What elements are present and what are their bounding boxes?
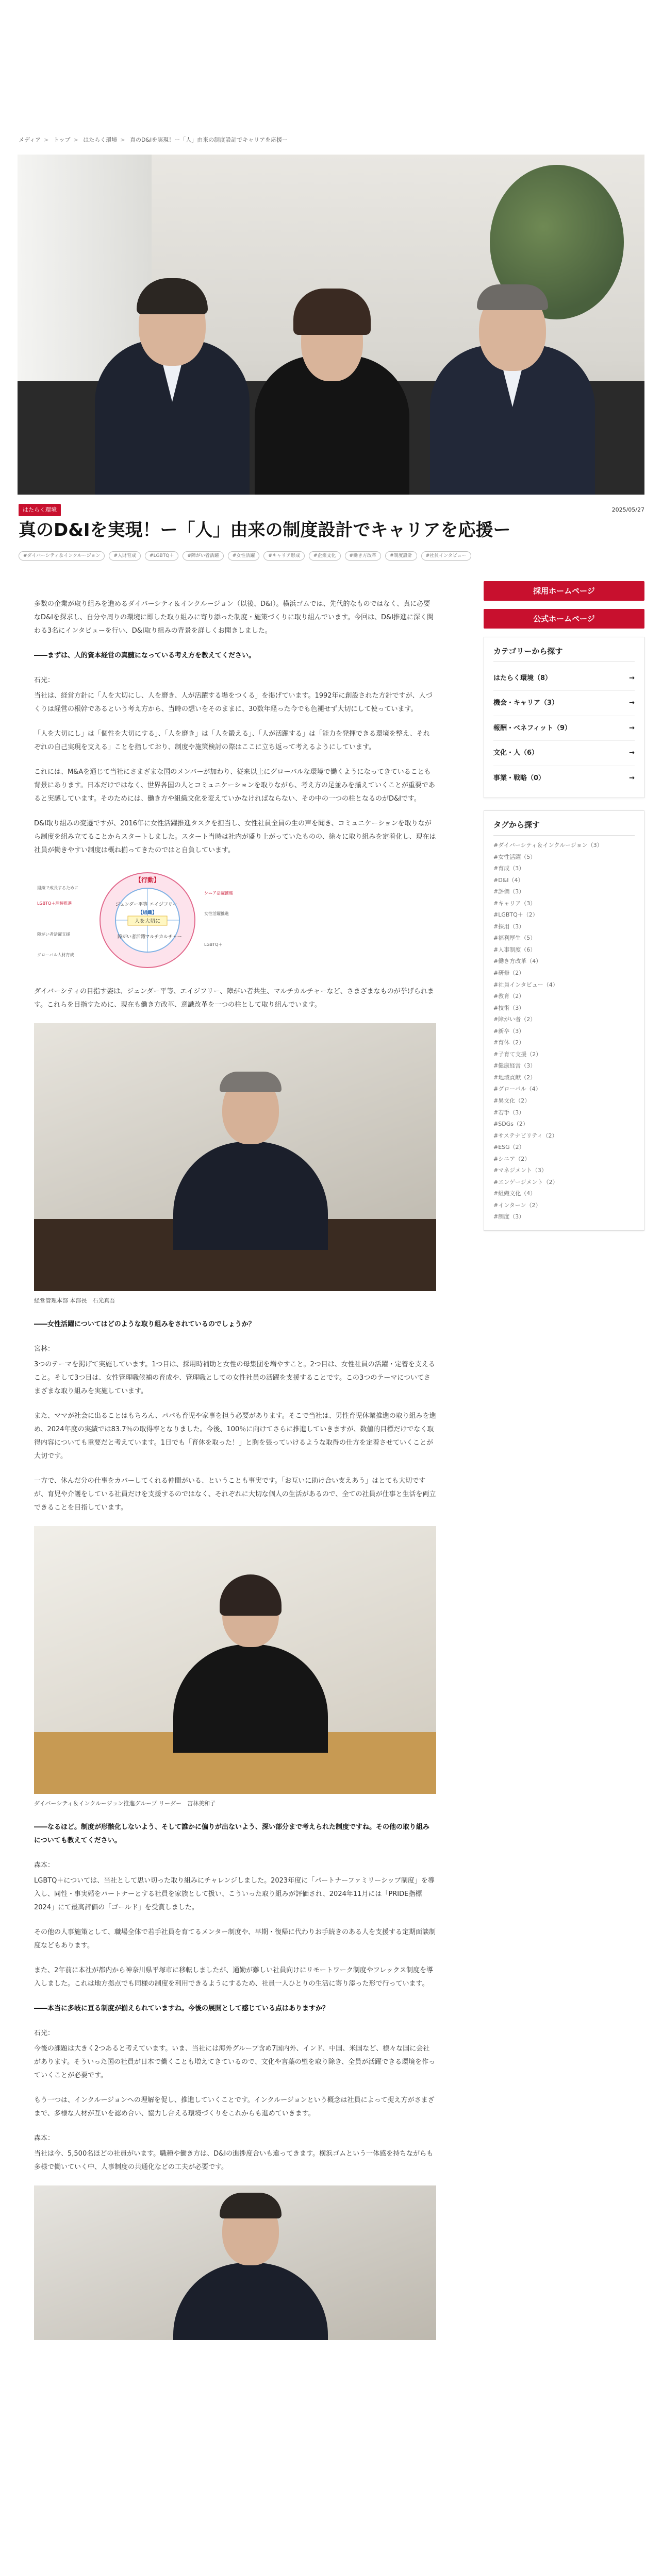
question-heading: ――本当に多岐に亘る制度が揃えられていますね。今後の展開として感じている点はありますか？ xyxy=(34,2005,329,2012)
breadcrumb-current: 真のD&Iを実現！ー「人」由来の制度設計でキャリアを応援ー xyxy=(129,137,288,143)
paragraph: これには、M&Aを通じて当社にさまざまな国のメンバーが加わり、従来以上にグローバルな環境で働くようになってきていることも背景にあります。日本だけではなく、世界各国の人とコミュニケーションを取りながら、考え方の足並みを揃えていくことが重要であると実感しています。そのためには、働き方や組織文化を変えていかなければならない、その中の一つの柱となるのがD&Iです。 xyxy=(34,768,435,803)
post-tag[interactable]: #制度設計 xyxy=(385,551,417,561)
diagram-top-label: 【行動】 xyxy=(135,876,160,884)
sidebar-tag[interactable]: #異文化（2） xyxy=(493,1097,531,1104)
category-box-title: カテゴリーから探す xyxy=(493,645,635,662)
sidebar-tag[interactable]: #グローバル（4） xyxy=(493,1086,541,1093)
diagram-left-3: 障がい者活躍支援 xyxy=(37,932,70,937)
sidebar-tag[interactable]: #制度（3） xyxy=(493,1213,525,1221)
sidebar-tag[interactable]: #キャリア（3） xyxy=(493,900,536,907)
post-tag[interactable]: #ダイバーシティ＆インクルージョン xyxy=(19,551,105,561)
post-tag[interactable]: #キャリア形成 xyxy=(263,551,305,561)
sidebar-tag[interactable]: #健康経営（3） xyxy=(493,1062,536,1070)
sidebar-tag[interactable]: #インターン（2） xyxy=(493,1201,541,1209)
tag-list xyxy=(493,840,635,1223)
sidebar-tag[interactable]: #採用（3） xyxy=(493,923,525,930)
breadcrumb: メディア > トップ > はたらく環境 > 真のD&Iを実現！ー「人」由来の制度設計でキャリアを応援ー xyxy=(19,137,288,143)
sidebar-tag[interactable]: #新卒（3） xyxy=(493,1027,525,1035)
speaker-label: 石光： xyxy=(34,676,55,684)
sidebar-tag[interactable]: #エンゲージメント（2） xyxy=(493,1178,558,1185)
post-date: 2025/05/27 xyxy=(611,506,644,513)
paragraph: 「人を大切にし」は「個性を大切にする」、「人を磨き」は「人を鍛える」、「人が活躍する」は「能力を発揮できる環境を整え、それぞれの自己実現を支える」ことを指しており、制度や施策検討の際はここに立ち返って考えるようにしています。 xyxy=(34,730,430,751)
sidebar-tag[interactable]: #働き方改革（4） xyxy=(493,958,542,965)
diagram-label-a: ジェンダー平等 xyxy=(115,902,148,907)
tag-box xyxy=(484,810,644,1231)
diagram-label-d: マルチカルチャー xyxy=(145,935,182,940)
interview-photo-morimoto xyxy=(34,2185,436,2340)
top-spacer xyxy=(0,0,662,133)
interview-photo-miyabayashi xyxy=(34,1526,436,1794)
speaker-label: 森本： xyxy=(34,1861,55,1869)
breadcrumb-media[interactable]: メディア xyxy=(19,137,41,143)
category-item[interactable]: 機会・キャリア（3） → xyxy=(493,691,635,716)
sidebar-tag[interactable]: #研修（2） xyxy=(493,969,525,976)
sidebar-tag[interactable]: #評価（3） xyxy=(493,888,525,895)
question-heading: ――なるほど。制度が形骸化しないよう、そして誰かに偏りが出ないよう、深い部分まで考えられた制度ですね。その他の取り組みについても教えてください。 xyxy=(34,1823,430,1844)
diagram-mid-label: 【組織】 xyxy=(138,910,157,916)
category-item[interactable]: 事業・戦略（0） → xyxy=(493,766,635,790)
sidebar-tag[interactable]: #サステナビリティ（2） xyxy=(493,1132,558,1139)
di-concept-diagram xyxy=(34,869,261,972)
question-heading: ――まずは、人的資本経営の真髄になっている考え方を教えてください。 xyxy=(34,652,256,659)
post-tag[interactable]: #企業文化 xyxy=(309,551,341,561)
intro-paragraph: 多数の企業が取り組みを進めるダイバーシティ＆インクルージョン（以後、D&I）。横浜ゴムでは、先代的なものではなく、真に必要なD&Iを探求し、自分や周りの環境に即した取り組みに寄り添った制度・施策づくりに取り組んでいます。今回は、D&I推進に深く関わる3名にインタビューを行い、D&I取り組みの背景を詳しくお聞きしました。 xyxy=(34,600,434,635)
breadcrumb-category[interactable]: はたらく環境 xyxy=(83,137,118,143)
sidebar-tag[interactable]: #技術（3） xyxy=(493,1004,525,1011)
category-badge[interactable]: はたらく環境 xyxy=(19,504,61,516)
post-tag[interactable]: #障がい者活躍 xyxy=(183,551,224,561)
question-heading: ――女性活躍についてはどのような取り組みをされているのでしょうか？ xyxy=(34,1320,255,1328)
diagram-right-3: LGBTQ＋ xyxy=(204,942,223,947)
category-item[interactable]: 文化・人（6） → xyxy=(493,741,635,766)
diagram-right-1: シニア活躍推進 xyxy=(204,891,233,895)
sidebar-tag[interactable]: #マネジメント（3） xyxy=(493,1167,547,1174)
sidebar-tag[interactable]: #女性活躍（5） xyxy=(493,853,536,860)
category-box xyxy=(484,637,644,798)
diagram-center-label: 人を大切に xyxy=(135,919,160,924)
paragraph: 当社は、経営方針に「人を大切にし、人を磨き、人が活躍する場をつくる」を掲げています。1992年に創設された方針ですが、人づくりは経営の根幹であるという考え方から、当時の想いをそのままに、30数年経った今でも色褪せず大切にして使っています。 xyxy=(34,692,433,713)
arrow-right-icon: → xyxy=(629,724,635,732)
sidebar-tag[interactable]: #福利厚生（5） xyxy=(493,935,536,942)
diagram-right-2: 女性活躍推進 xyxy=(204,911,229,916)
sidebar-tag[interactable]: #組織文化（4） xyxy=(493,1190,536,1197)
paragraph: また、2年前に本社が都内から神奈川県平塚市に移転しましたが、通勤が難しい社員向けにリモートワーク制度やフレックス制度を導入しました。これは地方拠点でも同様の制度を利用できるようにするため、社員一人ひとりの生活に寄り添った形で行っています。 xyxy=(34,1967,433,1988)
paragraph: また、ママが社会に出ることはもちろん、パパも育児や家事を担う必要があります。そこで当社は、男性育児休業推進の取り組みを進め、2024年度の実績では83.7％の取得率となりました。今後、100％に向けてさらに推進していきますが、数値的目標だけでなく取得内容についても重要だと考えています。1日でも「育休を取った！」と胸を張っていけるような取得の仕方を定着させていくことが大切です。 xyxy=(34,1412,436,1460)
post-tag[interactable]: #働き方改革 xyxy=(345,551,382,561)
diagram-label-c: 障がい者活躍 xyxy=(117,935,146,940)
page-title: 真のD&Iを実現！ー「人」由来の制度設計でキャリアを応援ー xyxy=(19,520,511,540)
diagram-left-1: 組織で成長するために xyxy=(37,886,78,890)
speaker-label: 宮林： xyxy=(34,1345,55,1353)
sidebar-tag[interactable]: #人事制度（6） xyxy=(493,946,536,953)
category-item[interactable]: 報酬・ベネフィット（9） → xyxy=(493,716,635,741)
recruit-site-button[interactable]: 採用ホームページ xyxy=(484,581,644,601)
sidebar-tag[interactable]: #教育（2） xyxy=(493,993,525,1000)
sidebar-tag[interactable]: #ダイバーシティ＆インクルージョン（3） xyxy=(493,841,603,849)
sidebar-tag[interactable]: #シニア（2） xyxy=(493,1155,531,1162)
breadcrumb-top[interactable]: トップ xyxy=(53,137,71,143)
arrow-right-icon: → xyxy=(629,749,635,757)
post-tag[interactable]: #社員インタビュー xyxy=(421,551,471,561)
paragraph: LGBTQ＋については、当社として思い切った取り組みにチャレンジしました。2023年度に「パートナーファミリーシップ制度」を導入し、同性・事実婚をパートナーとする社員を家族として扱い、こういった取り組みが評価され、2024年11月には「PRIDE指標2024」にて最高評価の「ゴールド」を受賞しました。 xyxy=(34,1877,435,1911)
sidebar-tag[interactable]: #SDGs（2） xyxy=(493,1121,528,1128)
paragraph: 一方で、休んだ分の仕事をカバーしてくれる仲間がいる、ということも事実です。「お互いに助け合い支えあう」はとても大切ですが、育児や介護をしている社員だけを支援するのではなく、それぞれに大切な個人の生活があるので、全ての社員が仕事と生活を両立できることを目指しています。 xyxy=(34,1477,436,1512)
arrow-right-icon: → xyxy=(629,774,635,782)
sidebar-tag[interactable]: #LGBTQ＋（2） xyxy=(493,911,538,919)
post-tag[interactable]: #LGBTQ＋ xyxy=(145,551,178,561)
photo-caption: ダイバーシティ＆インクルージョン推進グループ リーダー 宮林美和子 xyxy=(34,1800,216,1807)
paragraph: 3つのテーマを掲げて実施しています。1つ目は、採用時補助と女性の母集団を増やすこと。2つ目は、女性社員の活躍・定着を支えること。そして3つ目は、女性管理職候補の育成や、管理職としての女性社員の活躍を支援することです。この3つのテーマについてさまざまな取り組みを実施しています。 xyxy=(34,1361,435,1395)
diagram-label-b: エイジフリー xyxy=(150,902,177,907)
post-tags xyxy=(19,551,642,561)
official-site-button[interactable]: 公式ホームページ xyxy=(484,609,644,629)
arrow-right-icon: → xyxy=(629,699,635,707)
arrow-right-icon: → xyxy=(629,674,635,682)
paragraph: もう一つは、インクルージョンへの理解を促し、推進していくことです。インクルージョンという概念は社員によって捉え方がさまざまで、多様な人材が互いを認め合い、協力し合える環境づくりをこれからも進めていきます。 xyxy=(34,2096,435,2117)
diagram-left-2: LGBTQ＋理解推進 xyxy=(37,901,72,906)
sidebar-tag[interactable]: #障がい者（2） xyxy=(493,1016,536,1023)
sidebar-tag[interactable]: #育成（3） xyxy=(493,865,525,872)
paragraph: ダイバーシティの目指す姿は、ジェンダー平等、エイジフリー、障がい者共生、マルチカルチャーなど、さまざまなものが挙げられます。これらを目指すために、現在も働き方改革、意識改革を一つの柱として取り組んでいます。 xyxy=(34,988,434,1009)
article-body xyxy=(34,598,436,2344)
speaker-label: 森本： xyxy=(34,2134,55,2142)
category-item[interactable]: はたらく環境（8） → xyxy=(493,666,635,691)
sidebar-tag[interactable]: #ESG（2） xyxy=(493,1144,525,1151)
sidebar-tag[interactable]: #D&I（4） xyxy=(493,876,524,884)
tag-box-title: タグから探す xyxy=(493,818,635,836)
hero-image xyxy=(18,155,644,495)
sidebar-tag[interactable]: #若手（3） xyxy=(493,1109,525,1116)
interview-photo-ishimitsu xyxy=(34,1023,436,1291)
sidebar-tag[interactable]: #社員インタビュー（4） xyxy=(493,981,558,988)
sidebar-tag[interactable]: #育休（2） xyxy=(493,1039,525,1046)
paragraph: D&I取り組みの変遷ですが、2016年に女性活躍推進タスクを担当し、女性社員全員の生の声を聞き、コミュニケーションを取りながら制度を組み立てることからスタートしました。スタート当時は社内が盛り上がっていたものの、徐々に取り組みを定着化し、現在は社員が働きやすい制度は概ね揃ってきたのではと自負しています。 xyxy=(34,820,436,854)
paragraph: その他の人事施策として、職場全体で若手社員を育てるメンター制度や、早期・復帰に代わりお手続きのある人を支援する定期面談制度などもあります。 xyxy=(34,1928,436,1950)
paragraph: 当社は今、5,500名ほどの社員がいます。職種や働き方は、D&Iの進捗度合いも違ってきます。横浜ゴムという一体感を持ちながらも多様で働いていく中、人事制度の共通化などの工夫が必要です。 xyxy=(34,2150,434,2171)
sidebar-tag[interactable]: #地域貢献（2） xyxy=(493,1074,536,1081)
post-tag[interactable]: #人財育成 xyxy=(109,551,141,561)
post-tag[interactable]: #女性活躍 xyxy=(228,551,260,561)
sidebar xyxy=(484,581,644,1243)
photo-caption: 経営管理本部 本部長 石光真吾 xyxy=(34,1297,115,1304)
sidebar-tag[interactable]: #子育て支援（2） xyxy=(493,1050,542,1058)
paragraph: 今後の課題は大きく2つあると考えています。いま、当社には海外グループ含め7国内外、インド、中国、米国など、様々な国に会社があります。そういった国の社員が日本で働くことも増えてきているので、文化や言葉の壁を取り除き、全員が活躍できる環境を作っていくことが必要です。 xyxy=(34,2045,436,2079)
speaker-label: 石光： xyxy=(34,2029,55,2037)
diagram-left-4: グローバル人材育成 xyxy=(37,953,74,957)
